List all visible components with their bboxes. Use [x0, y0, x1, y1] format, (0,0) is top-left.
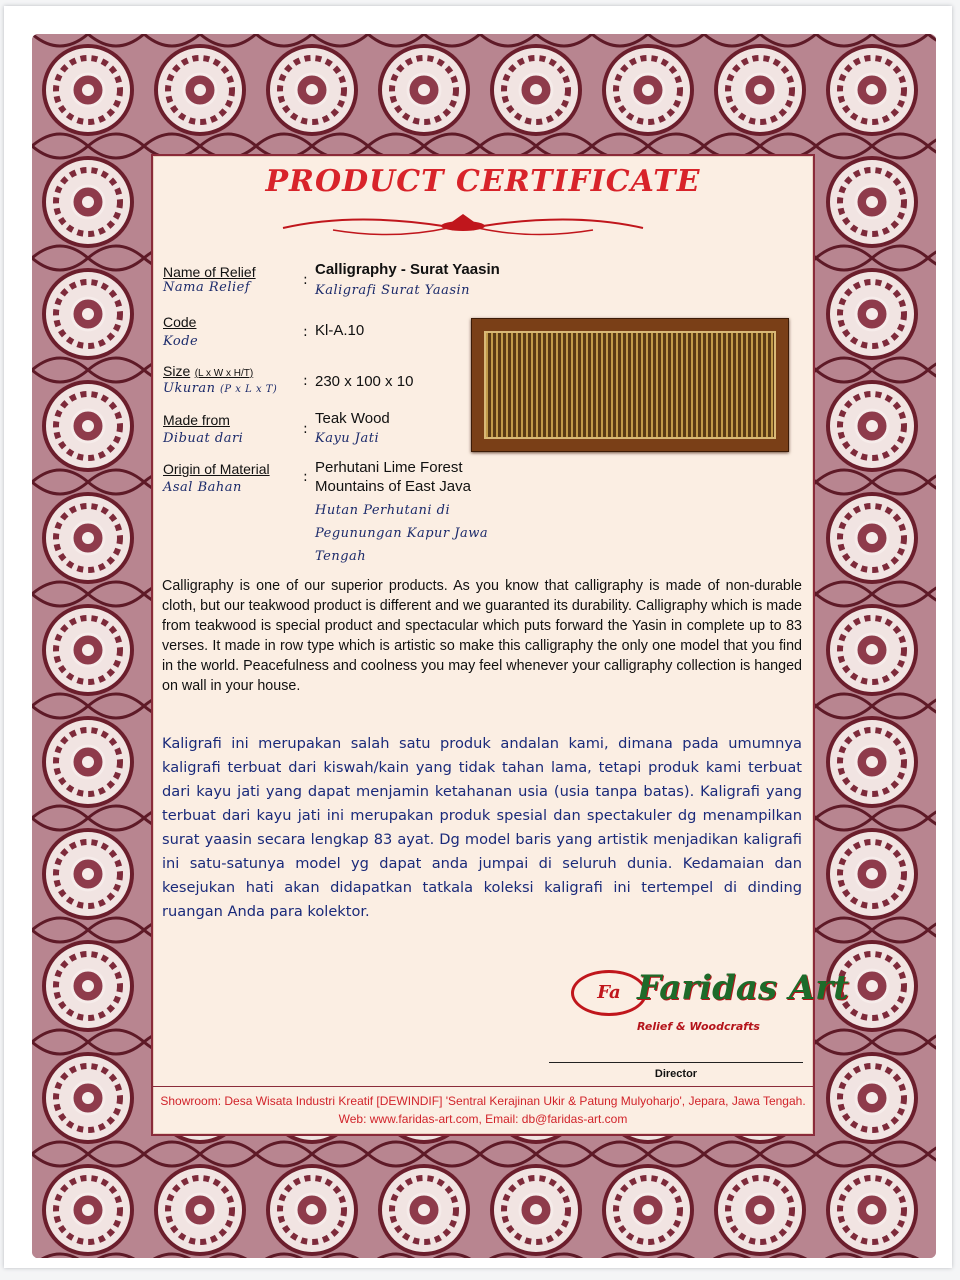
field-colon: : — [303, 469, 308, 485]
field-colon: : — [303, 324, 308, 340]
field-label-id: Dibuat dari — [163, 431, 244, 446]
footer — [153, 1092, 813, 1128]
field-label-id: Ukuran — [163, 381, 216, 396]
field-colon: : — [303, 272, 308, 288]
field-value-en: Teak Wood — [315, 410, 390, 427]
field-label-en-units: (L x W x H/T) — [194, 368, 254, 379]
field-size — [163, 363, 414, 396]
field-origin-of-material — [163, 459, 489, 564]
certificate-panel — [151, 154, 849, 1136]
logo-name: Faridas Art — [637, 968, 849, 1008]
field-value-en: Kl-A.10 — [315, 322, 365, 339]
product-photo — [471, 318, 789, 452]
field-colon: : — [303, 373, 308, 389]
field-made-from — [163, 410, 390, 446]
field-label-id: Nama Relief — [163, 280, 251, 295]
field-label-en: Size — [163, 363, 191, 379]
field-value-en-line2: Mountains of East Java — [315, 478, 471, 495]
footer-address: Showroom: Desa Wisata Industri Kreatif [DEWINDIF] 'Sentral Kerajinan Ukir & Patung Mulyoharjo', Jepara, Jawa Tengah. — [160, 1094, 806, 1108]
logo-tagline: Relief & Woodcrafts — [637, 1020, 760, 1033]
field-value-id: Kaligrafi Surat Yaasin — [315, 283, 471, 298]
field-value-id-line3: Tengah — [315, 549, 367, 564]
field-value-id: Kayu Jati — [315, 431, 380, 446]
field-label-id: Kode — [163, 334, 199, 349]
field-code — [163, 314, 365, 349]
field-value-id-line2: Pegunungan Kapur Jawa — [315, 526, 489, 541]
description-indonesian: Kaligrafi ini merupakan salah satu produk andalan kami, dimana pada umumnya kaligrafi terbuat dari kiswah/kain yang tidak tahan lama, tetapi produk kami terbuat dari kayu jati yang dapat menjamin ketahanan usia (usia tanpa batas). Kaligrafi yang terbuat dari kayu jati ini merupakan produk spesial dan spectakuler dg menampilkan surat yaasin secara lengkap 83 ayat. Dg model baris yang artistik menjadikan kaligrafi ini satu-satunya model yg dapat anda jumpai di seluruh dunia. Kedamaian dan kesejukan hati akan didapatkan tatkala koleksi kaligrafi ini tertempel di dinding ruangan Anda para kolektor. — [162, 735, 802, 920]
logo-badge: Fa — [571, 970, 647, 1016]
footer-contact: Web: www.faridas-art.com, Email: db@faridas-art.com — [338, 1112, 628, 1126]
footer-divider — [153, 1086, 813, 1087]
field-label-en: Name of Relief — [163, 264, 256, 280]
field-label-en: Made from — [163, 412, 230, 428]
signature-line — [549, 1062, 803, 1063]
certificate-title: PRODUCT CERTIFICATE — [265, 164, 701, 199]
field-label-id: Asal Bahan — [163, 480, 242, 495]
field-name-of-relief — [163, 261, 500, 298]
title-flourish-icon — [273, 208, 653, 242]
field-value-id-line1: Hutan Perhutani di — [315, 503, 451, 518]
description-english: Calligraphy is one of our superior products. As you know that calligraphy is made of non-durable cloth, but our teakwood product is different and we guaranted its durability. Calligraphy which is made from teakwood is special product and spectacular which puts forward the Yasin in complete up to 83 verses. It made in row type which is artistic so make this calligraphy the only one model that you find in the world. Peacefulness and coolness you may feel whenever your calligraphy collection is hanged on wall in your house. — [162, 578, 803, 694]
field-label-id-units: (P x L x T) — [220, 384, 278, 395]
calligraphy-panel-image — [484, 331, 776, 439]
field-label-en: Code — [163, 314, 197, 330]
company-logo — [567, 966, 849, 1054]
field-value-en-line1: Perhutani Lime Forest — [315, 459, 463, 476]
signature-title: Director — [654, 1068, 698, 1080]
certificate-page — [4, 6, 952, 1268]
field-value-en: Calligraphy - Surat Yaasin — [315, 261, 500, 278]
field-value-en: 230 x 100 x 10 — [315, 373, 414, 390]
field-label-en: Origin of Material — [163, 461, 270, 477]
field-colon: : — [303, 421, 308, 437]
